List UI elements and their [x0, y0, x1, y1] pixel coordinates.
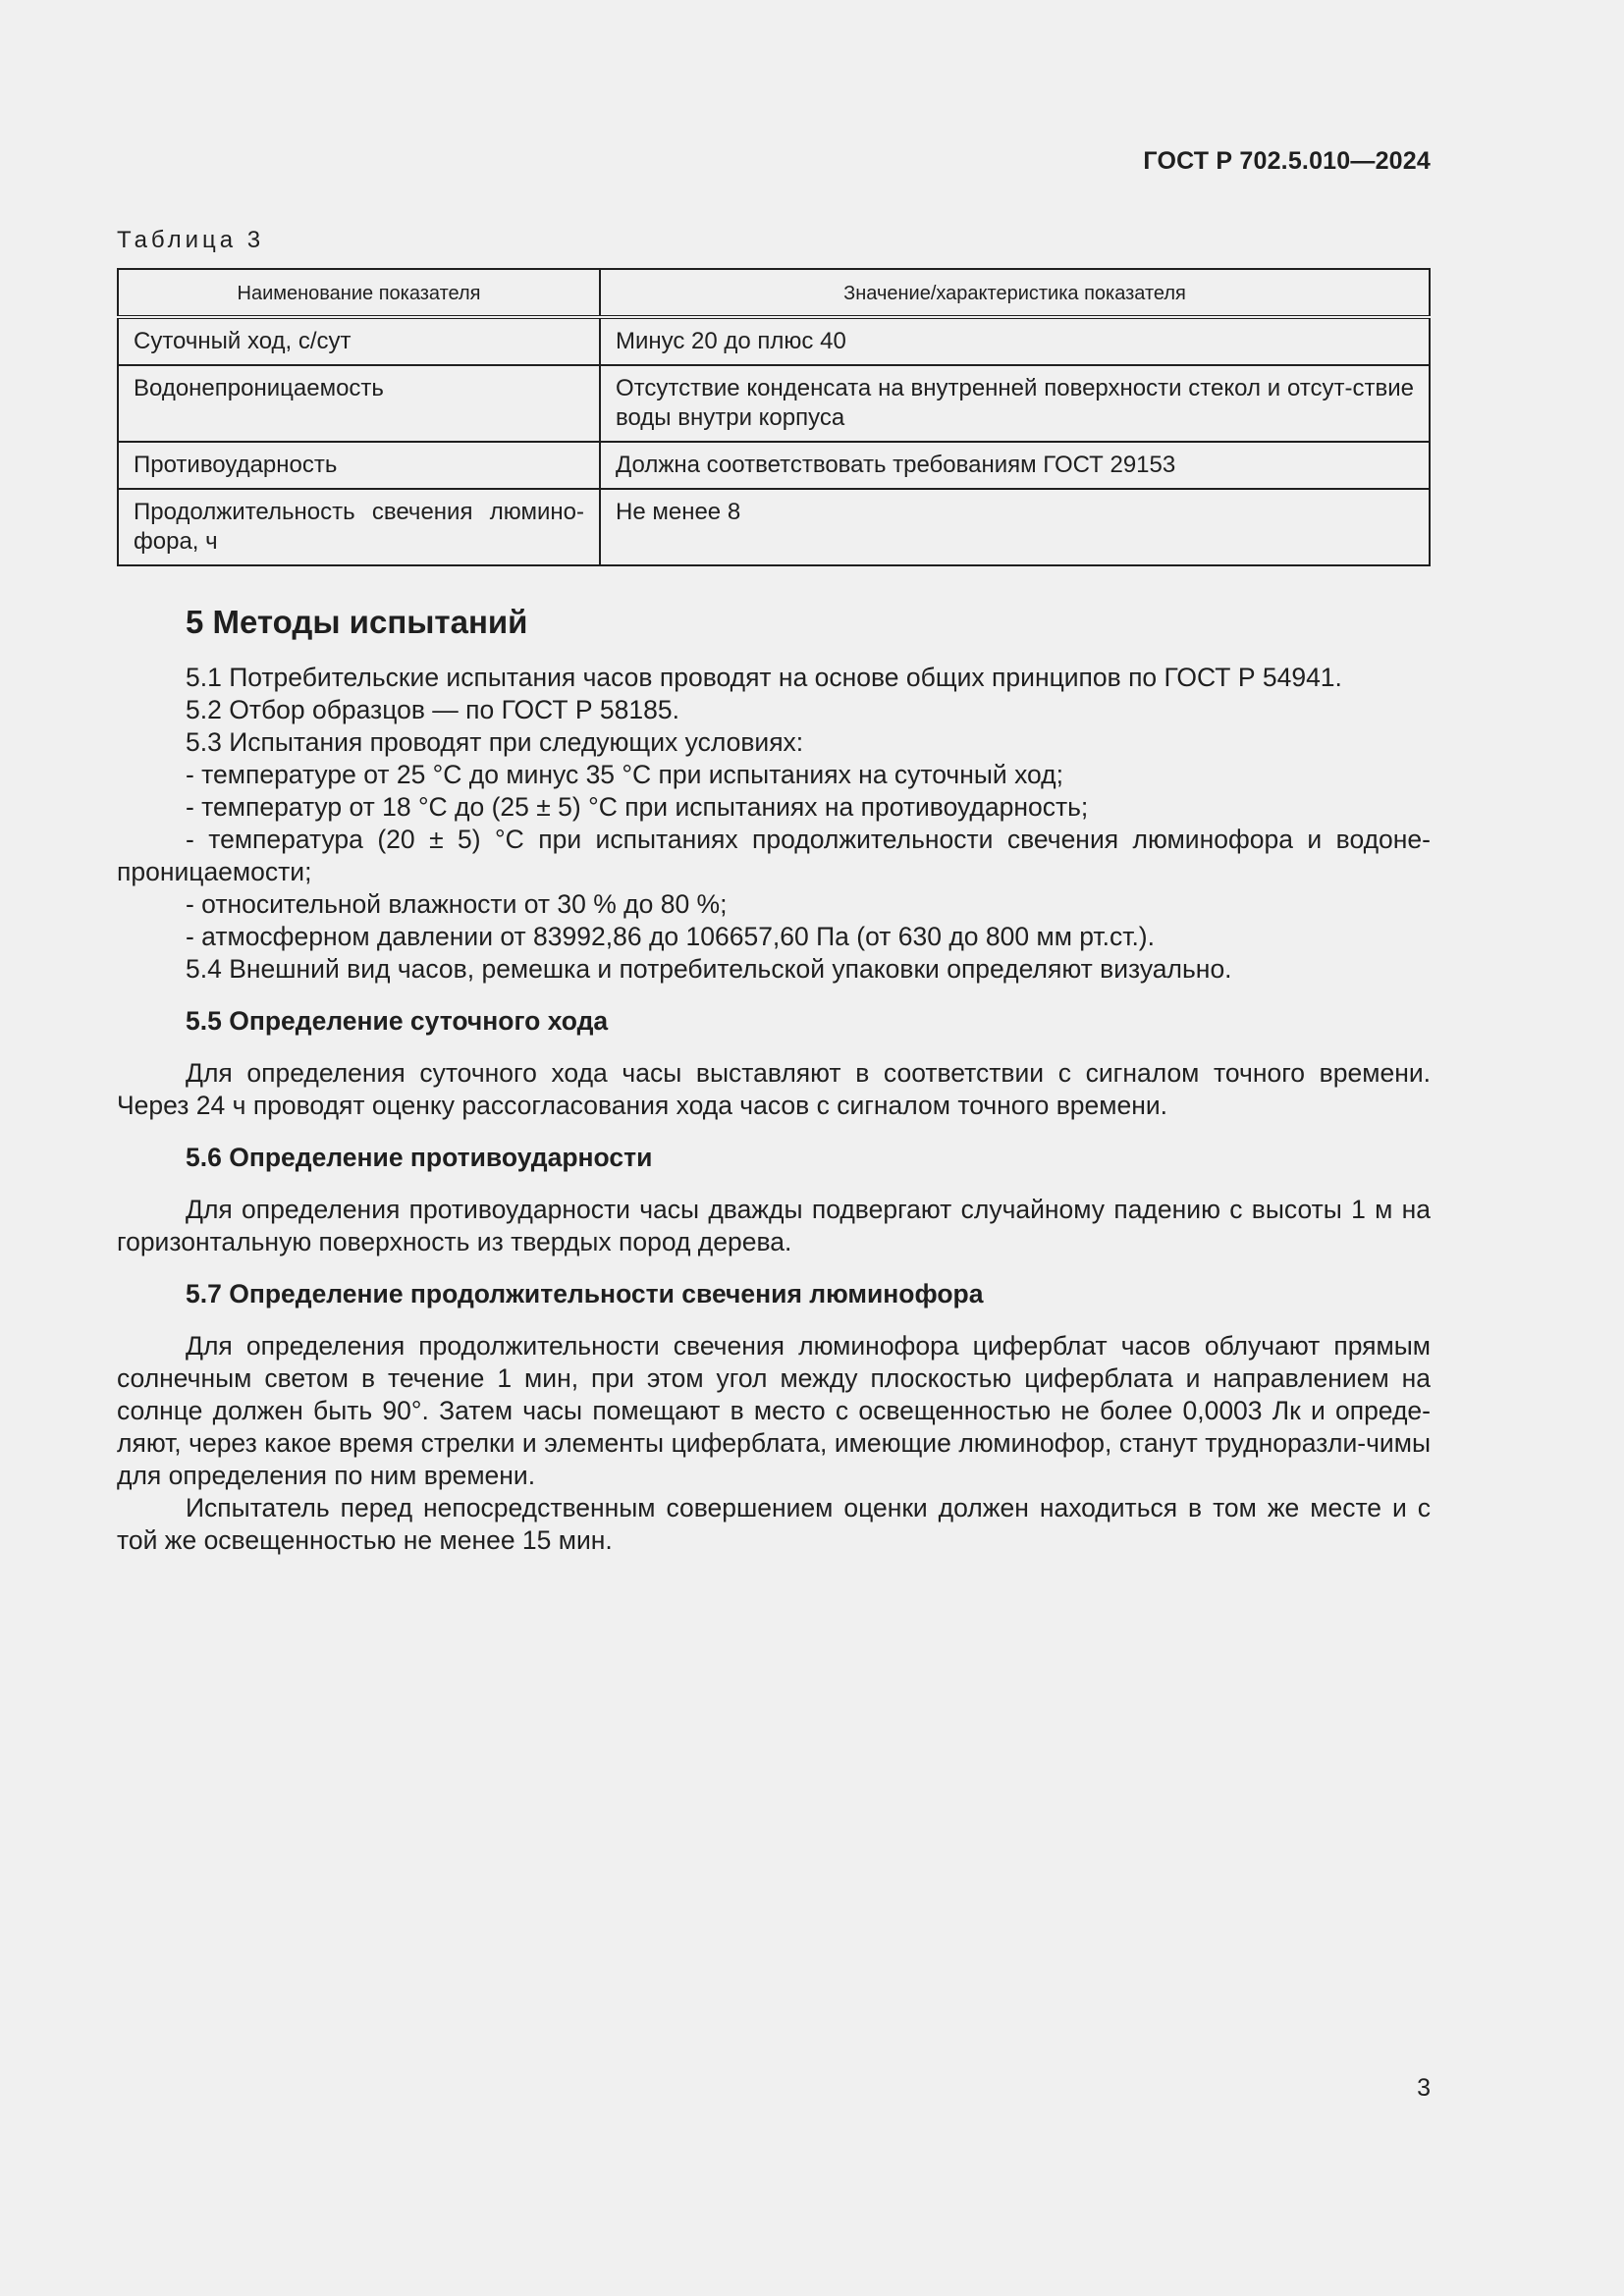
- paragraph-5-4: 5.4 Внешний вид часов, ремешка и потребительской упаковки определяют визуально.: [186, 954, 1232, 984]
- table-row: [118, 442, 1430, 489]
- table-header-row: [118, 269, 1430, 317]
- condition-item: - температуре от 25 °С до минус 35 °С при испытаниях на суточный ход;: [186, 760, 1063, 789]
- subsection-title-5-7: 5.7 Определение продолжительности свечения люминофора: [186, 1279, 984, 1308]
- table-caption: Таблица 3: [117, 227, 265, 253]
- subsection-title-5-5: 5.5 Определение суточного хода: [186, 1006, 609, 1036]
- paragraph-5-1: 5.1 Потребительские испытания часов проводят на основе общих принципов по ГОСТ Р 54941.: [186, 663, 1342, 692]
- page-number: 3: [1417, 2074, 1431, 2102]
- table-row: [118, 365, 1430, 442]
- condition-item: - относительной влажности от 30 % до 80 %;: [186, 889, 728, 919]
- paragraph-5-7-a: Для определения продолжительности свечения люминофора циферблат часов облучают прямым солнечным светом в течение 1 мин, при этом угол между плоскостью циферблата и направлением на солнце должен быть 90°. Затем часы помещают в место с освещенностью не более 0,0003 Лк и опреде-ляют, через какое время стрелки и элементы циферблата, имеющие люминофор, станут трудноразли-чимы для определения по ним времени.: [117, 1331, 1431, 1490]
- indicator-value: Минус 20 до плюс 40: [600, 317, 1430, 365]
- indicator-value: Отсутствие конденсата на внутренней поверхности стекол и отсут-ствие воды внутри корпуса: [600, 365, 1430, 442]
- indicator-value: Должна соответствовать требованиям ГОСТ 29153: [600, 442, 1430, 489]
- indicator-name: Водонепроницаемость: [118, 365, 600, 442]
- table-row: [118, 489, 1430, 565]
- paragraph-5-6: Для определения противоударности часы дважды подвергают случайному падению с высоты 1 м на горизонтальную поверхность из твердых пород дерева.: [117, 1195, 1431, 1256]
- document-body: [117, 603, 1431, 1557]
- indicator-name: Продолжительность свечения люмино-фора, ч: [118, 489, 600, 565]
- indicator-name: Противоударность: [118, 442, 600, 489]
- paragraph-5-5: Для определения суточного хода часы выставляют в соответствии с сигналом точного времени. Через 24 ч проводят оценку рассогласования хода часов с сигналом точного времени.: [117, 1058, 1431, 1120]
- indicator-name: Суточный ход, с/сут: [118, 317, 600, 365]
- paragraph-5-7-b: Испытатель перед непосредственным совершением оценки должен находиться в том же месте и с той же освещенностью не менее 15 мин.: [117, 1493, 1431, 1555]
- indicator-value: Не менее 8: [600, 489, 1430, 565]
- column-header-value: Значение/характеристика показателя: [600, 269, 1430, 317]
- paragraph-5-2: 5.2 Отбор образцов — по ГОСТ Р 58185.: [186, 695, 679, 724]
- condition-item: - атмосферном давлении от 83992,86 до 106657,60 Па (от 630 до 800 мм рт.ст.).: [186, 922, 1155, 951]
- paragraph-5-3: 5.3 Испытания проводят при следующих условиях:: [186, 727, 804, 757]
- indicators-table: [117, 268, 1431, 566]
- table-row: [118, 317, 1430, 365]
- condition-item: - температур от 18 °С до (25 ± 5) °С при испытаниях на противоударность;: [186, 792, 1089, 822]
- document-code: ГОСТ Р 702.5.010—2024: [1143, 147, 1431, 175]
- section-title: 5 Методы испытаний: [186, 604, 528, 640]
- condition-item: - температура (20 ± 5) °С при испытаниях продолжительности свечения люминофора и водоне-проницаемости;: [117, 825, 1431, 886]
- column-header-name: Наименование показателя: [118, 269, 600, 317]
- subsection-title-5-6: 5.6 Определение противоударности: [186, 1143, 653, 1172]
